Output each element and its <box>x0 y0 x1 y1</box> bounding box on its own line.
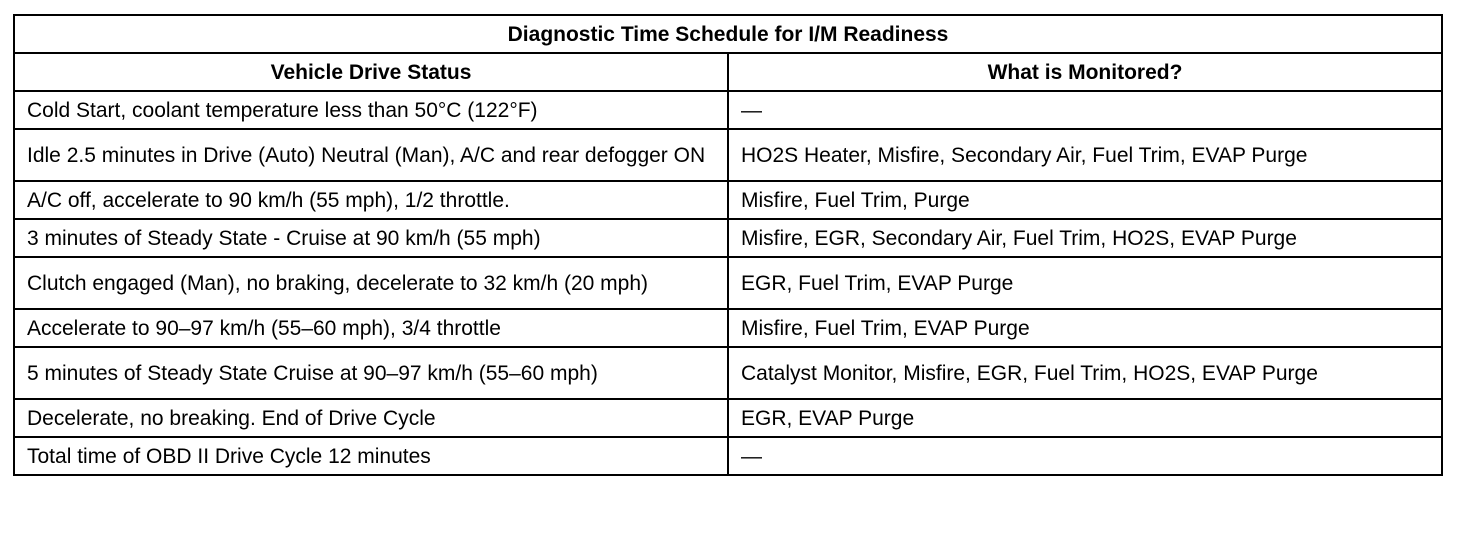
cell-drive-status: 5 minutes of Steady State Cruise at 90–97 km/h (55–60 mph) <box>14 347 728 399</box>
cell-drive-status: A/C off, accelerate to 90 km/h (55 mph), 1/2 throttle. <box>14 181 728 219</box>
cell-monitored: Misfire, Fuel Trim, EVAP Purge <box>728 309 1442 347</box>
table-title-row <box>14 15 1442 53</box>
header-what-is-monitored: What is Monitored? <box>728 53 1442 91</box>
cell-monitored: Catalyst Monitor, Misfire, EGR, Fuel Trim, HO2S, EVAP Purge <box>728 347 1442 399</box>
table-row <box>14 309 1442 347</box>
cell-monitored: EGR, Fuel Trim, EVAP Purge <box>728 257 1442 309</box>
table-row <box>14 181 1442 219</box>
table-row <box>14 219 1442 257</box>
table-row <box>14 129 1442 181</box>
table-row <box>14 347 1442 399</box>
diagnostic-schedule-table <box>13 14 1443 476</box>
cell-monitored: — <box>728 437 1442 475</box>
cell-drive-status: Total time of OBD II Drive Cycle 12 minutes <box>14 437 728 475</box>
cell-monitored: Misfire, Fuel Trim, Purge <box>728 181 1442 219</box>
cell-drive-status: 3 minutes of Steady State - Cruise at 90 km/h (55 mph) <box>14 219 728 257</box>
document-page <box>13 14 1441 476</box>
cell-monitored: — <box>728 91 1442 129</box>
table-title: Diagnostic Time Schedule for I/M Readiness <box>14 15 1442 53</box>
table-row <box>14 399 1442 437</box>
cell-drive-status: Clutch engaged (Man), no braking, decelerate to 32 km/h (20 mph) <box>14 257 728 309</box>
table-row <box>14 91 1442 129</box>
cell-drive-status: Cold Start, coolant temperature less than 50°C (122°F) <box>14 91 728 129</box>
cell-monitored: EGR, EVAP Purge <box>728 399 1442 437</box>
cell-monitored: Misfire, EGR, Secondary Air, Fuel Trim, HO2S, EVAP Purge <box>728 219 1442 257</box>
cell-drive-status: Accelerate to 90–97 km/h (55–60 mph), 3/4 throttle <box>14 309 728 347</box>
cell-monitored: HO2S Heater, Misfire, Secondary Air, Fuel Trim, EVAP Purge <box>728 129 1442 181</box>
header-vehicle-drive-status: Vehicle Drive Status <box>14 53 728 91</box>
table-header-row <box>14 53 1442 91</box>
table-row <box>14 437 1442 475</box>
cell-drive-status: Idle 2.5 minutes in Drive (Auto) Neutral (Man), A/C and rear defogger ON <box>14 129 728 181</box>
cell-drive-status: Decelerate, no breaking. End of Drive Cycle <box>14 399 728 437</box>
table-row <box>14 257 1442 309</box>
